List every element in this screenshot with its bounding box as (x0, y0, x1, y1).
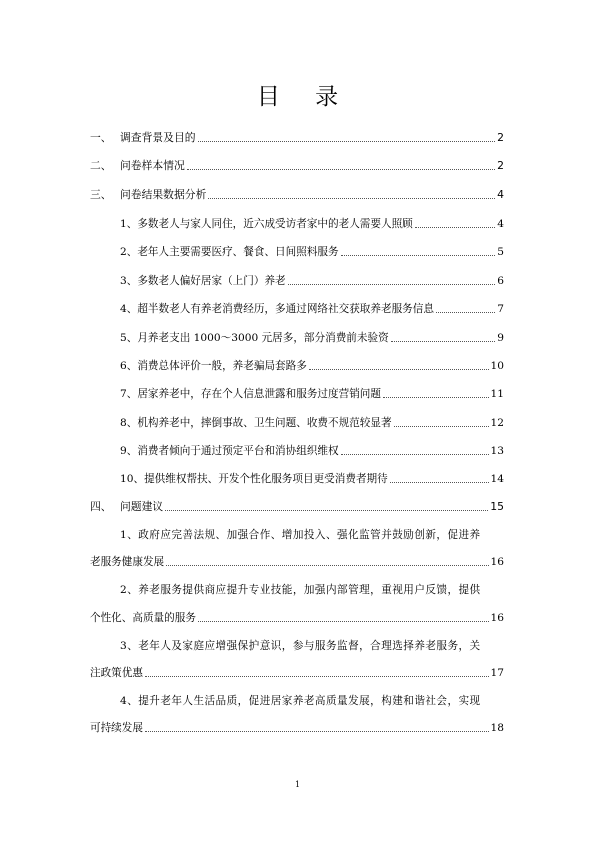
toc-entry-4-1-line2[interactable] (90, 549, 504, 569)
toc-entry-3-6[interactable] (120, 353, 504, 373)
toc-page-number: 16 (490, 612, 504, 624)
toc-page-number: 13 (490, 445, 504, 457)
toc-page-number: 10 (490, 360, 504, 372)
dot-leader (341, 453, 489, 455)
dot-leader (436, 311, 495, 313)
dot-leader (165, 509, 488, 511)
toc-page-number: 11 (490, 388, 504, 400)
toc-number: 二、 (90, 159, 112, 172)
toc-entry-3-5[interactable] (120, 325, 504, 345)
toc-entry-3-7[interactable] (120, 381, 504, 401)
dot-leader (394, 425, 489, 427)
toc-entry-text: 4、提升老年人生活品质，促进居家养老高质量发展，构建和谐社会，实现 (120, 695, 481, 707)
dot-leader (208, 197, 495, 199)
toc-entry-text: 9、消费者倾向于通过预定平台和消协组织维权 (120, 445, 339, 457)
dot-leader (166, 564, 488, 566)
dot-leader (341, 254, 496, 256)
toc-entry-text: 5、月养老支出 1000～3000 元居多，部分消费前未验资 (120, 332, 389, 344)
toc-entry-4-4-line2[interactable] (90, 715, 504, 735)
toc-page-number: 9 (497, 332, 504, 344)
toc-page-number: 14 (490, 473, 504, 485)
toc-entry-text: 问卷样本情况 (120, 159, 185, 172)
toc-entry-text: 2、老年人主要需要医疗、餐食、日间照料服务 (120, 246, 339, 258)
dot-leader (309, 368, 489, 370)
toc-entry-4-2-line2[interactable] (90, 605, 504, 625)
toc-entry-3-9[interactable] (120, 438, 504, 458)
dot-leader (383, 396, 489, 398)
dot-leader (390, 481, 489, 483)
toc-entry-4-1-line1[interactable] (120, 522, 504, 542)
toc-page-number: 16 (490, 556, 504, 568)
toc-entry-text: 3、多数老人偏好居家（上门）养老 (120, 275, 286, 287)
dot-leader (198, 620, 489, 622)
toc-entry-text: 10、提供维权帮扶、开发个性化服务项目更受消费者期待 (120, 473, 388, 485)
toc-entry-4-3-line2[interactable] (90, 660, 504, 680)
toc-entry-section-1[interactable] (90, 125, 504, 145)
toc-entry-text: 问卷结果数据分析 (120, 188, 207, 201)
toc-entry-3-4[interactable] (120, 296, 504, 316)
toc-number: 三、 (90, 188, 112, 201)
toc-page-number: 2 (497, 131, 504, 144)
toc-entry-3-2[interactable] (120, 239, 504, 259)
toc-entry-text: 4、超半数老人有养老消费经历，多通过网络社交获取养老服务信息 (120, 303, 434, 315)
toc-entry-text: 老服务健康发展 (90, 556, 165, 568)
toc-page-number: 4 (497, 188, 504, 201)
toc-entry-text: 个性化、高质量的服务 (90, 612, 196, 624)
toc-entry-text: 7、居家养老中，存在个人信息泄露和服务过度营销问题 (120, 388, 381, 400)
dot-leader (145, 730, 489, 732)
toc-page-number: 2 (497, 159, 504, 172)
toc-entry-section-2[interactable] (90, 153, 504, 173)
toc-entry-text: 调查背景及目的 (120, 131, 196, 144)
dot-leader (198, 140, 496, 142)
toc-entry-3-1[interactable] (120, 211, 504, 231)
dot-leader (187, 168, 495, 170)
toc-page-number: 7 (497, 303, 504, 315)
toc-entry-text: 6、消费总体评价一般，养老骗局套路多 (120, 360, 307, 372)
toc-number: 一、 (90, 131, 112, 144)
toc-entry-text: 1、多数老人与家人同住，近六成受访者家中的老人需要人照顾 (120, 218, 413, 230)
dot-leader (415, 226, 495, 228)
toc-entry-4-2-line1[interactable] (120, 577, 504, 597)
dot-leader (288, 283, 496, 285)
toc-entry-text: 1、政府应完善法规、加强合作、增加投入、强化监管并鼓励创新，促进养 (120, 529, 481, 541)
toc-entry-3-10[interactable] (120, 466, 504, 486)
dot-leader (391, 340, 496, 342)
toc-page-number: 12 (490, 417, 504, 429)
toc-entry-section-3[interactable] (90, 182, 504, 202)
toc-entry-text: 2、养老服务提供商应提升专业技能，加强内部管理，重视用户反馈，提供 (120, 584, 481, 596)
dot-leader (145, 675, 489, 677)
toc-page-number: 4 (497, 218, 504, 230)
toc-entry-text: 注政策优惠 (90, 667, 143, 679)
toc-entry-text: 问题建议 (120, 500, 164, 513)
toc-entry-4-4-line1[interactable] (120, 688, 504, 708)
toc-entry-3-8[interactable] (120, 410, 504, 430)
toc-entry-text: 可持续发展 (90, 722, 143, 734)
toc-page-number: 5 (497, 246, 504, 258)
toc-entry-text: 8、机构养老中，摔倒事故、卫生问题、收费不规范较显著 (120, 417, 392, 429)
toc-page-number: 15 (490, 500, 504, 513)
toc-entry-section-4[interactable] (90, 494, 504, 514)
toc-number: 四、 (90, 500, 112, 513)
toc-entry-4-3-line1[interactable] (120, 633, 504, 653)
toc-page-number: 17 (490, 667, 504, 679)
toc-page-number: 6 (497, 275, 504, 287)
toc-page-number: 18 (490, 722, 504, 734)
footer-page-number: 1 (294, 780, 301, 789)
toc-entry-3-3[interactable] (120, 268, 504, 288)
toc-entry-text: 3、老年人及家庭应增强保护意识，参与服务监督，合理选择养老服务，关 (120, 640, 481, 652)
page-title: 目 录 (256, 84, 353, 110)
